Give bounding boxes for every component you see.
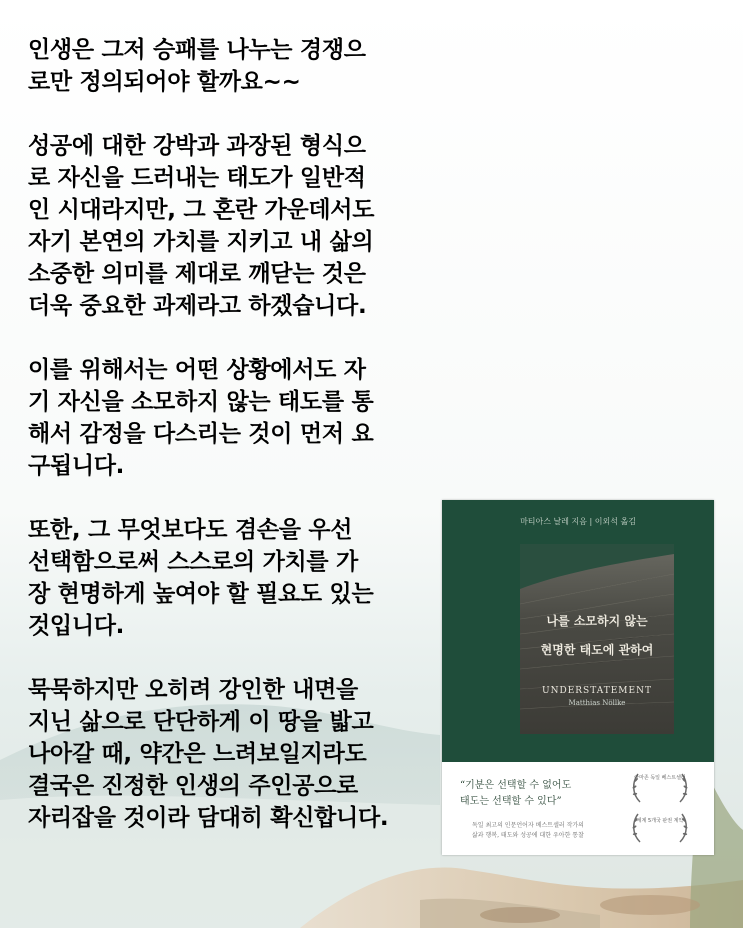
book-quote-line1: “기분은 선택할 수 없어도 bbox=[460, 780, 572, 791]
book-english-title: UNDERSTATEMENT bbox=[542, 686, 652, 696]
text-line: 로 자신을 드러내는 태도가 일반적 bbox=[28, 165, 366, 191]
book-cover bbox=[442, 500, 714, 855]
text-line: 로만 정의되어야 할까요~~ bbox=[28, 69, 301, 95]
message-text bbox=[28, 34, 428, 866]
text-line: 해서 감정을 다스리는 것이 먼저 요 bbox=[28, 421, 374, 447]
text-line: 또한, 그 무엇보다도 겸손을 우선 bbox=[28, 517, 353, 543]
text-line: 묵묵하지만 오히려 강인한 내면을 bbox=[28, 677, 358, 703]
book-blurb-line1: 독일 최고의 인문언어자 베스트셀러 작가의 bbox=[472, 822, 584, 829]
book-title-line1: 나를 소모하지 않는 bbox=[546, 614, 648, 628]
paragraph bbox=[28, 34, 428, 98]
paragraph bbox=[28, 130, 428, 322]
book-title-line2: 현명한 태도에 관하여 bbox=[540, 643, 654, 657]
text-line: 기 자신을 소모하지 않는 태도를 통 bbox=[28, 389, 374, 415]
book-english-author: Matthias Nöllke bbox=[568, 699, 626, 707]
text-line: 것입니다. bbox=[28, 613, 125, 639]
paragraph bbox=[28, 354, 428, 482]
paragraph bbox=[28, 514, 428, 642]
text-line: 자리잡을 것이라 담대히 확신합니다. bbox=[28, 805, 389, 831]
paragraph bbox=[28, 674, 428, 834]
text-line: 더욱 중요한 과제라고 하겠습니다. bbox=[28, 293, 367, 319]
text-line: 소중한 의미를 제대로 깨닫는 것은 bbox=[28, 261, 366, 287]
text-line: 자기 본연의 가치를 지키고 내 삶의 bbox=[28, 229, 374, 255]
text-line: 이를 위해서는 어떤 상황에서도 자 bbox=[28, 357, 366, 383]
book-cover-bottom bbox=[442, 762, 714, 855]
text-line: 성공에 대한 강박과 과장된 형식으 bbox=[28, 133, 366, 159]
laurel-badge-icon bbox=[630, 810, 690, 846]
text-line: 인생은 그저 승패를 나누는 경쟁으 bbox=[28, 37, 366, 63]
book-blurb-line2: 삶과 행복, 태도와 성공에 대한 우아한 통찰 bbox=[472, 832, 584, 839]
badge-text: 아마존 독일 베스트셀러 bbox=[634, 775, 686, 781]
text-line: 장 현명하게 높여야 할 필요도 있는 bbox=[28, 581, 374, 607]
book-quote-line2: 태도는 선택할 수 있다” bbox=[460, 796, 562, 807]
text-line: 나아갈 때, 약간은 느려보일지라도 bbox=[28, 741, 367, 767]
text-line: 지닌 삶으로 단단하게 이 땅을 밟고 bbox=[28, 709, 374, 735]
text-line: 선택함으로써 스스로의 가치를 가 bbox=[28, 549, 358, 575]
text-line: 인 시대라지만, 그 혼란 가운데서도 bbox=[28, 197, 375, 223]
text-line: 구됩니다. bbox=[28, 453, 125, 479]
text-line: 결국은 진정한 인생의 주인공으로 bbox=[28, 773, 358, 799]
book-author-line: 마티아스 날레 지음 | 이외석 옮김 bbox=[520, 517, 636, 526]
badge-text: 세계 5개국 판권 계약 bbox=[636, 818, 684, 824]
